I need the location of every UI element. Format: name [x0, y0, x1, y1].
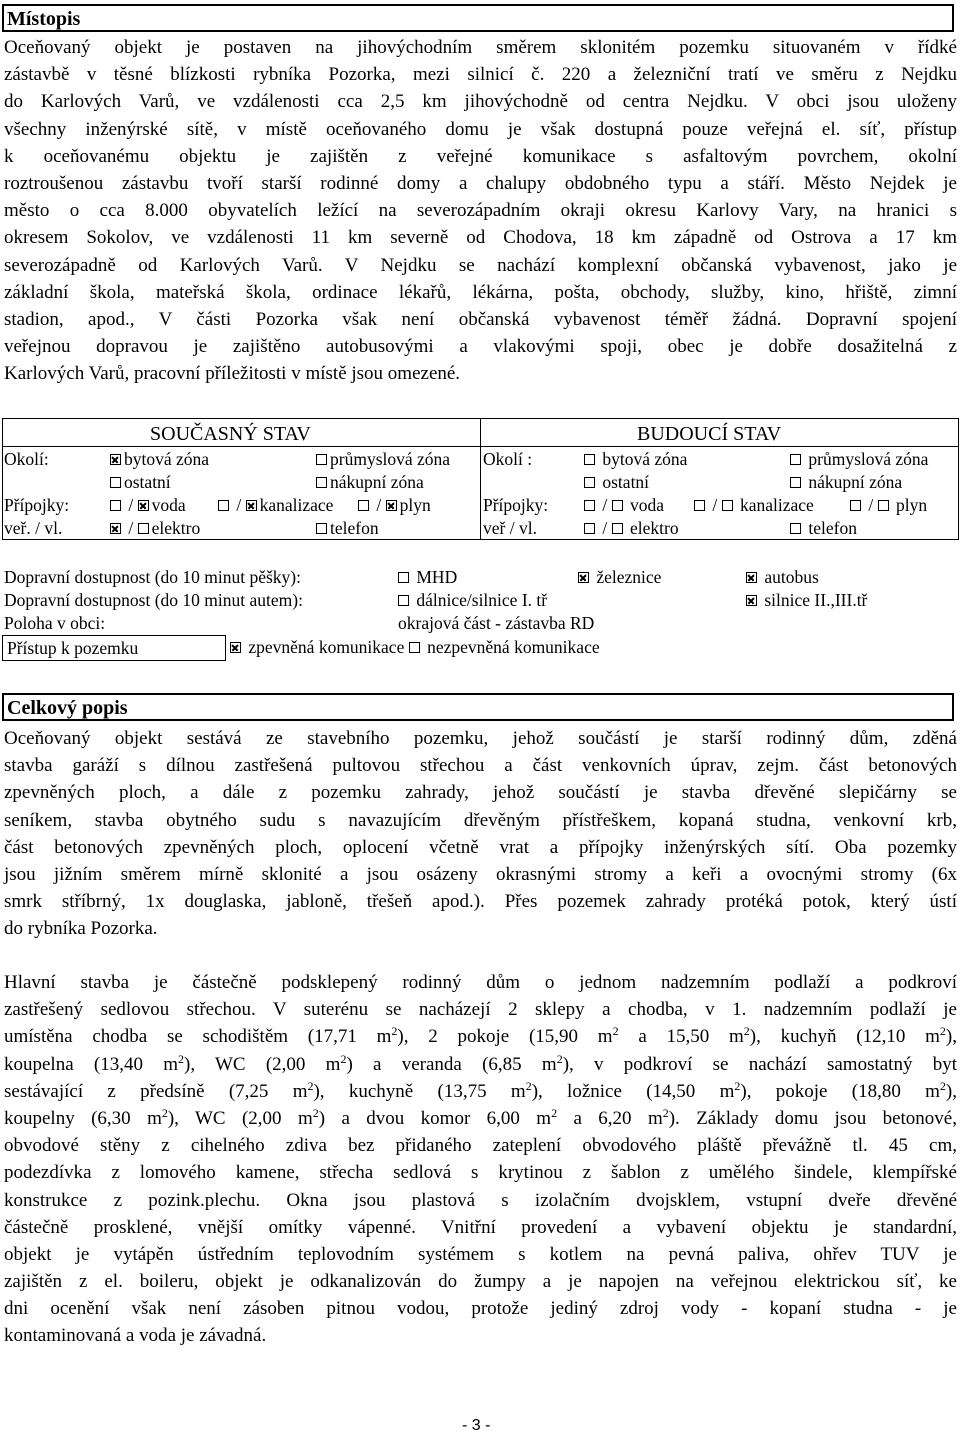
cur-kanalizace: / kanalizace [218, 494, 333, 517]
checkbox-empty-icon [694, 500, 705, 511]
mistopis-text [4, 34, 957, 387]
checkbox-empty-icon [110, 500, 121, 511]
table-rule [958, 418, 959, 540]
superscript: 2 [734, 1078, 741, 1093]
superscript: 2 [743, 1024, 750, 1039]
checkbox-empty-icon [584, 500, 595, 511]
section-heading-celkovy-popis: Celkový popis [2, 693, 954, 721]
cur-nakupni: nákupní zóna [316, 471, 424, 494]
text-line: dni ocenění však není zásoben pitnou vodou, protože jediný zdroj vody - kopaní studna - je [4, 1298, 957, 1320]
checkbox-empty-icon [612, 500, 623, 511]
checkbox-checked-icon [110, 454, 121, 465]
checkbox-empty-icon [878, 500, 889, 511]
checkbox-empty-icon [584, 454, 595, 465]
text-line: město o cca 8.000 obyvatelích ležící na severozápadním okraji okresu Karlovy Vary, na hranici s [4, 200, 957, 222]
superscript: 2 [662, 1105, 669, 1120]
checkbox-empty-icon [584, 477, 595, 488]
okoli-label: Okolí: [4, 449, 49, 469]
poloha-label: Poloha v obci: [4, 613, 106, 633]
pripojky-label-future: Přípojky: [483, 495, 549, 515]
text-line: koupelna (13,40 $m^2$), WC (2,00 $m^2$) a veranda (6,85 $m^2$), v podkroví se nachází samostatný byt [4, 1051, 957, 1075]
fut-voda: / voda [584, 494, 664, 517]
text-line: severozápadně od Karlových Varů. V Nejdku se nachází komplexní občanská vybavenost, jako je [4, 254, 957, 276]
table-rule [2, 418, 3, 540]
ver-label-future: veř / vl. [483, 518, 537, 538]
superscript: 2 [939, 1078, 946, 1093]
fut-plyn: / plyn [850, 494, 927, 517]
superscript: 2 [612, 1024, 619, 1039]
superscript: 2 [556, 1051, 563, 1066]
text-line: konstrukce z pozink.plechu. Okna jsou plastová s izolačním dvojsklem, vstupní dveře dřevěné [4, 1189, 957, 1211]
fut-kanalizace: / kanalizace [694, 494, 814, 517]
text-line: objekt je vytápěn ústředním teplovodním systémem s kotlem na pevná paliva, ohřev TUV je [4, 1243, 957, 1265]
checkbox-empty-icon [358, 500, 369, 511]
text-line: umístěna chodba se schodištěm (17,71 $m^2$), 2 pokoje (15,90 $m^2$ a 15,50 $m^2$), kuchyň (12,10 $m^2$), [4, 1024, 957, 1048]
poloha-value: okrajová část - zástavba RD [398, 613, 595, 633]
pristup-label: Přístup k pozemku [2, 635, 226, 661]
text-line: zpevněných ploch, a dále z pozemku zahrady, jehož součástí je stavba dřevěné slepičárny se [4, 782, 957, 804]
cur-voda: / voda [110, 494, 186, 517]
cur-telefon: telefon [316, 517, 379, 540]
checkbox-empty-icon [398, 572, 409, 583]
checkbox-empty-icon [316, 523, 327, 534]
checkbox-empty-icon [138, 523, 149, 534]
table-rule [480, 418, 481, 540]
autobus-option: autobus [746, 566, 819, 589]
text-line: základní škola, mateřská škola, ordinace lékařů, lékárna, pošta, obchody, služby, kino, hřiště, zimní [4, 281, 957, 303]
cur-prumyslova: průmyslová zóna [316, 448, 450, 471]
cur-plyn: / plyn [358, 494, 431, 517]
checkbox-checked-icon [746, 572, 757, 583]
text-line: seníkem, stavba obytného sudu s navazujícím dřevěným přístřeškem, kopaná studna, venkovní krb, [4, 809, 957, 831]
silnice-option: silnice II.,III.tř [746, 589, 867, 612]
checkbox-empty-icon [612, 523, 623, 534]
text-line: veřejnou dopravou je zajištěno autobusovými a vlakovými spoji, obec je dobře dosažitelná z [4, 336, 957, 358]
section-heading-mistopis: Místopis [2, 4, 954, 32]
zeleznice-option: železnice [578, 566, 661, 589]
current-state-title: SOUČASNÝ STAV [150, 423, 311, 445]
text-line: koupelny (6,30 $m^2$), WC (2,00 $m^2$) a dvou komor 6,00 $m^2$ a 6,20 $m^2$). Základy domu jsou betonové, [4, 1105, 957, 1129]
text-line: kontaminovaná a voda je závadná. [4, 1325, 267, 1347]
checkbox-empty-icon [316, 477, 327, 488]
checkbox-empty-icon [790, 477, 801, 488]
checkbox-empty-icon [790, 523, 801, 534]
checkbox-checked-icon [138, 500, 149, 511]
superscript: 2 [525, 1078, 532, 1093]
fut-bytova: bytová zóna [584, 448, 687, 471]
text-line: podezdívka z lomového kamene, střecha sedlová s krytinou z šablon z umělého šindele, klempířské [4, 1162, 957, 1184]
text-line: všechny inženýrské sítě, v místě oceňovaného domu je však dostupná pouze veřejná el. síť, přístup [4, 118, 957, 140]
text-line: stadion, apod., V části Pozorka však není občanská vybavenost téměř žádná. Dopravní spojení [4, 308, 957, 330]
text-line: zastřešený sedlovou střechou. V suterénu se nacházejí 2 sklepy a chodba, v 1. nadzemním podlaží je [4, 999, 957, 1021]
ver-label: veř. / vl. [4, 518, 63, 538]
text-line: část betonových zpevněných ploch, oplocení včetně vrat a přípojky inženýrských sítí. Oba pozemky [4, 836, 957, 858]
walk-access-label: Dopravní dostupnost (do 10 minut pěšky): [4, 567, 301, 587]
page-number: - 3 - [462, 1417, 491, 1434]
fut-prumyslova: průmyslová zóna [790, 448, 928, 471]
text-line: k oceňovanému objektu je zajištěn z veřejné komunikace s asfaltovým povrchem, okolní [4, 145, 957, 167]
fut-telefon: telefon [790, 517, 857, 540]
car-access-label: Dopravní dostupnost (do 10 minut autem): [4, 590, 303, 610]
text-line: Oceňovaný objekt sestává ze stavebního pozemku, jehož součástí je starší rodinný dům, zděná [4, 728, 957, 749]
checkbox-empty-icon [850, 500, 861, 511]
fut-elektro: / elektro [584, 517, 679, 540]
pripojky-label: Přípojky: [4, 495, 70, 515]
superscript: 2 [312, 1105, 319, 1120]
checkbox-empty-icon [218, 500, 229, 511]
dalnice-option: dálnice/silnice I. tř [398, 589, 547, 612]
text-line: smrk stříbrný, 1x douglaska, jabloně, třešeň apod.). Přes pozemek zahrady protéká potok, který ústí [4, 891, 957, 913]
cur-bytova: bytová zóna [110, 448, 209, 471]
fut-nakupni: nákupní zóna [790, 471, 902, 494]
text-line: do Karlových Varů, ve vzdálenosti cca 2,5 km jihovýchodně od centra Nejdku. V obci jsou uloženy [4, 91, 957, 113]
checkbox-empty-icon [316, 454, 327, 465]
checkbox-checked-icon [578, 572, 589, 583]
text-line: sestávající z předsíně (7,25 $m^2$), kuchyně (13,75 $m^2$), ložnice (14,50 $m^2$), pokoje (18,80 $m^2$), [4, 1078, 957, 1102]
superscript: 2 [178, 1051, 184, 1066]
checkbox-checked-icon [746, 595, 757, 606]
text-line: do rybníka Pozorka. [4, 918, 158, 940]
checkbox-empty-icon [398, 595, 409, 606]
checkbox-checked-icon [386, 500, 397, 511]
superscript: 2 [161, 1105, 168, 1120]
text-line: Hlavní stavba je částečně podsklepený rodinný dům o jednom nadzemním podlaží a podkroví [4, 972, 957, 993]
checkbox-checked-icon [110, 523, 121, 534]
text-line: Karlových Varů, pracovní příležitosti v místě jsou omezené. [4, 363, 461, 385]
okoli-label-future: Okolí : [483, 449, 533, 469]
text-line: jsou jižním směrem mírně sklonité a jsou osázeny okrasnými stromy a keři a ovocnými stromy (6x [4, 863, 957, 885]
superscript: 2 [551, 1105, 558, 1120]
superscript: 2 [939, 1024, 946, 1039]
text-line: částečně prosklené, vnější omítky vápenné. Vnitřní provedení a vybavení objektu je standardní, [4, 1216, 957, 1238]
checkbox-checked-icon [246, 500, 257, 511]
text-line: zajištěn z el. boileru, objekt je odkanalizován do žumpy a je napojen na veřejnou elektrickou síť, ke [4, 1271, 957, 1293]
pristup-options: zpevněná komunikace nezpevněná komunikace [230, 636, 600, 659]
fut-ostatni: ostatní [584, 471, 649, 494]
cur-elektro: / elektro [110, 517, 200, 540]
text-line: zástavbě v těsné blízkosti rybníka Pozorka, mezi silnicí č. 220 a železniční tratí ve směru z Nejdku [4, 64, 957, 86]
superscript: 2 [307, 1078, 314, 1093]
checkbox-empty-icon [409, 642, 420, 653]
superscript: 2 [340, 1051, 347, 1066]
text-line: obvodové stěny z cihelného zdiva bez přidaného zateplení obvodového pláště převážně tl. 45 cm, [4, 1135, 957, 1157]
checkbox-empty-icon [584, 523, 595, 534]
text-line: stavba garáží s dílnou zastřešená pultovou střechou a část venkovních úprav, zejm. část betonových [4, 755, 957, 777]
text-line: okresem Sokolov, ve vzdálenosti 11 km severně od Chodova, 18 km západně od Ostrova a 17 km [4, 227, 957, 249]
superscript: 2 [391, 1024, 398, 1039]
text-line: roztroušenou zástavbu tvoří starší rodinné domy a chalupy obdobného typu a stáří. Město Nejdek je [4, 172, 957, 194]
celkovy-popis-paragraph-1 [4, 725, 957, 943]
mhd-option: MHD [398, 566, 457, 589]
checkbox-empty-icon [110, 477, 121, 488]
cur-ostatni: ostatní [110, 471, 171, 494]
checkbox-empty-icon [790, 454, 801, 465]
future-state-title: BUDOUCÍ STAV [637, 423, 782, 445]
celkovy-popis-paragraph-2 [4, 969, 957, 1350]
text-line: Oceňovaný objekt je postaven na jihovýchodním směrem sklonitém pozemku situovaném v řídké [4, 37, 957, 58]
checkbox-empty-icon [722, 500, 733, 511]
checkbox-checked-icon [230, 642, 241, 653]
